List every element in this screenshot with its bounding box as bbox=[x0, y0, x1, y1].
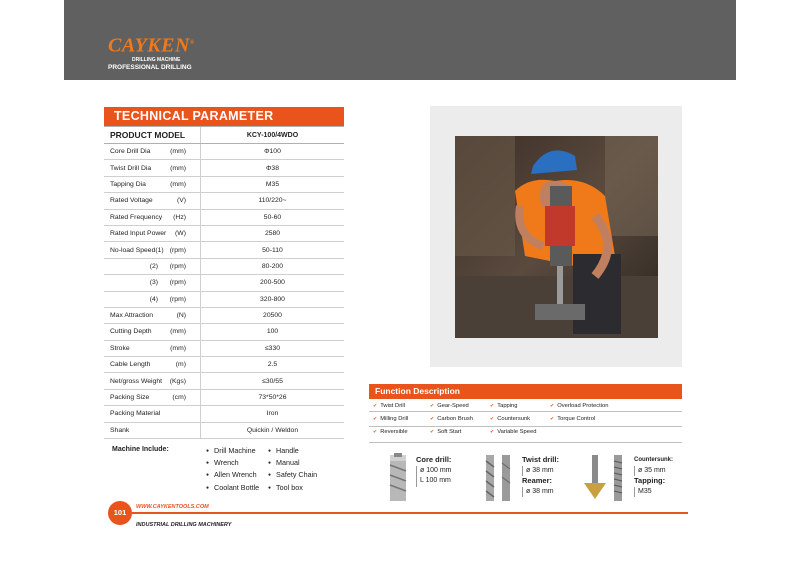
parameter-unit: (N) bbox=[176, 312, 186, 320]
worker-drilling-image bbox=[455, 136, 658, 338]
product-model-value: KCY-100/4WDO bbox=[200, 127, 344, 143]
machine-include-item: ● Tool box bbox=[268, 483, 338, 492]
parameter-value: Φ38 bbox=[200, 160, 344, 175]
parameter-label-cell bbox=[104, 423, 200, 438]
table-row bbox=[104, 242, 344, 258]
parameter-label: Shank bbox=[110, 426, 130, 434]
function-item: ✔ Reversible bbox=[373, 429, 430, 435]
table-row bbox=[104, 160, 344, 176]
core-drill-title: Core drill: bbox=[416, 455, 452, 464]
parameter-label: Rated Frequency bbox=[110, 213, 163, 221]
function-list bbox=[369, 403, 682, 435]
parameter-label-cell bbox=[104, 226, 200, 241]
table-row bbox=[104, 341, 344, 357]
parameter-label: Cable Length bbox=[110, 361, 151, 369]
product-photo-frame bbox=[430, 106, 682, 367]
logo-subtitle-1: DRILLING MACHINE bbox=[132, 56, 181, 63]
parameter-value: 110/220~ bbox=[200, 193, 344, 208]
parameter-label: (4) bbox=[149, 295, 158, 303]
machine-include-list bbox=[206, 446, 346, 492]
table-row bbox=[104, 406, 344, 422]
parameter-label: Net/gross Weight bbox=[110, 377, 163, 385]
countersunk-title: Countersunk: bbox=[634, 457, 673, 463]
parameter-unit: (Kgs) bbox=[169, 377, 186, 385]
parameter-unit: (mm) bbox=[170, 344, 186, 352]
parameter-label: Cutting Depth bbox=[110, 328, 152, 336]
table-row bbox=[104, 292, 344, 308]
function-item: ✔ Torque Control bbox=[550, 416, 680, 422]
machine-include-item: ● Handle bbox=[268, 446, 338, 455]
technical-parameter-table bbox=[104, 107, 344, 439]
parameter-label-cell bbox=[104, 210, 200, 225]
table-row bbox=[104, 373, 344, 389]
countersunk-spec bbox=[634, 455, 673, 497]
table-row bbox=[104, 308, 344, 324]
function-item: ✔ Countersunk bbox=[490, 416, 550, 422]
parameter-value: 100 bbox=[200, 324, 344, 339]
function-item: ✔ Twist Drill bbox=[373, 403, 430, 409]
parameter-unit: (mm) bbox=[170, 164, 186, 172]
parameter-label-cell bbox=[104, 324, 200, 339]
parameter-value: 73*50*26 bbox=[200, 390, 344, 405]
parameter-label: Rated Voltage bbox=[110, 197, 153, 205]
parameter-value: 2580 bbox=[200, 226, 344, 241]
parameter-label: Stroke bbox=[110, 344, 130, 352]
cayken-logo bbox=[108, 33, 195, 71]
tapping-size: M35 bbox=[634, 487, 673, 498]
parameter-label-cell bbox=[104, 144, 200, 159]
parameter-label-cell bbox=[104, 406, 200, 421]
function-divider-1 bbox=[369, 411, 682, 412]
parameter-value: 50-110 bbox=[200, 242, 344, 257]
parameter-value: 200-500 bbox=[200, 275, 344, 290]
parameter-unit: (rpm) bbox=[169, 279, 186, 287]
core-drill-dia: ø 100 mm bbox=[416, 466, 452, 477]
parameter-value: 80-200 bbox=[200, 259, 344, 274]
function-title: Function Description bbox=[369, 384, 682, 399]
parameter-unit: (rpm) bbox=[169, 246, 186, 254]
function-item: ✔ Tapping bbox=[490, 403, 550, 409]
parameter-label-cell bbox=[104, 259, 200, 274]
parameter-label: Packing Size bbox=[110, 394, 150, 402]
table-row bbox=[104, 177, 344, 193]
machine-include-item: ● Safety Chain bbox=[268, 470, 338, 479]
machine-include-item: ● Manual bbox=[268, 458, 338, 467]
header-bar bbox=[64, 0, 736, 80]
machine-include-item: ● Allen Wrench bbox=[206, 470, 268, 479]
machine-include-label: Machine Include: bbox=[112, 446, 169, 453]
parameter-value: 20500 bbox=[200, 308, 344, 323]
function-item: ✔ Overload Protection bbox=[550, 403, 680, 409]
parameter-label: Packing Material bbox=[110, 410, 161, 418]
parameter-label-cell bbox=[104, 341, 200, 356]
parameter-label-cell bbox=[104, 373, 200, 388]
parameter-value: ≤330 bbox=[200, 341, 344, 356]
parameter-unit: (cm) bbox=[172, 394, 186, 402]
footer-divider bbox=[132, 512, 688, 514]
parameter-label: Max Attraction bbox=[110, 312, 154, 320]
tapping-title: Tapping: bbox=[634, 476, 666, 485]
parameter-unit: (V) bbox=[176, 197, 186, 205]
parameter-value: 50-60 bbox=[200, 210, 344, 225]
parameter-unit: (rpm) bbox=[169, 262, 186, 270]
table-header-row bbox=[104, 126, 344, 144]
parameter-label-cell bbox=[104, 177, 200, 192]
machine-include-item: ● Coolant Bottle bbox=[206, 483, 268, 492]
table-row bbox=[104, 324, 344, 340]
twist-drill-dia: ø 38 mm bbox=[522, 466, 559, 477]
parameter-label-cell bbox=[104, 160, 200, 175]
parameter-unit: (Hz) bbox=[173, 213, 186, 221]
table-row bbox=[104, 144, 344, 160]
parameter-unit: (mm) bbox=[170, 328, 186, 336]
parameter-label-cell bbox=[104, 242, 200, 257]
parameter-label-cell bbox=[104, 308, 200, 323]
function-item: ✔ Milling Drill bbox=[373, 416, 430, 422]
table-row bbox=[104, 390, 344, 406]
parameter-value: 320-800 bbox=[200, 292, 344, 307]
table-row bbox=[104, 210, 344, 226]
parameter-value: 2.5 bbox=[200, 357, 344, 372]
table-row bbox=[104, 275, 344, 291]
core-drill-spec bbox=[416, 455, 452, 487]
table-row bbox=[104, 226, 344, 242]
countersunk-tap-icon bbox=[582, 453, 632, 503]
footer-subtitle: INDUSTRIAL DRILLING MACHINERY bbox=[136, 522, 232, 528]
parameter-unit: (mm) bbox=[170, 180, 186, 188]
countersunk-dia: ø 35 mm bbox=[634, 466, 673, 477]
footer-url: WWW.CAYKENTOOLS.COM bbox=[136, 504, 209, 510]
function-divider-2 bbox=[369, 426, 682, 427]
parameter-label: Tapping Dia bbox=[110, 180, 146, 188]
parameter-label: Core Drill Dia bbox=[110, 148, 151, 156]
reamer-title: Reamer: bbox=[522, 476, 553, 485]
function-item: ✔ Carbon Brush bbox=[430, 416, 490, 422]
twist-drill-title: Twist drill: bbox=[522, 455, 559, 464]
function-divider-3 bbox=[369, 442, 682, 443]
function-item: ✔ Gear-Speed bbox=[430, 403, 490, 409]
parameter-value: M35 bbox=[200, 177, 344, 192]
function-item: ✔ Soft Start bbox=[430, 429, 490, 435]
parameter-label: Twist Drill Dia bbox=[110, 164, 152, 172]
machine-include-item: ● Wrench bbox=[206, 458, 268, 467]
table-row bbox=[104, 259, 344, 275]
parameter-unit: (mm) bbox=[170, 148, 186, 156]
logo-subtitle-2: PROFESSIONAL DRILLING bbox=[108, 63, 192, 71]
product-photo bbox=[455, 136, 658, 338]
reamer-dia: ø 38 mm bbox=[522, 487, 559, 498]
parameter-label: (3) bbox=[149, 279, 158, 287]
parameter-label-cell bbox=[104, 193, 200, 208]
tools-section bbox=[376, 453, 682, 503]
table-row bbox=[104, 193, 344, 209]
parameter-value: ≤30/55 bbox=[200, 373, 344, 388]
parameter-label-cell bbox=[104, 390, 200, 405]
function-item: ✔ Variable Speed bbox=[490, 429, 550, 435]
twist-drill-spec bbox=[522, 455, 559, 497]
core-drill-icon bbox=[380, 453, 414, 503]
table-title: TECHNICAL PARAMETER bbox=[104, 107, 344, 126]
twist-drill-icon bbox=[480, 453, 520, 503]
parameter-label-cell bbox=[104, 357, 200, 372]
core-drill-length: L 100 mm bbox=[416, 476, 452, 487]
parameter-unit: (rpm) bbox=[169, 295, 186, 303]
parameter-unit: (m) bbox=[175, 361, 186, 369]
table-row bbox=[104, 357, 344, 373]
logo-word: CAYKEN® bbox=[108, 34, 195, 57]
parameter-value: Iron bbox=[200, 406, 344, 421]
parameter-label: No-load Speed(1) bbox=[110, 246, 164, 254]
product-model-label: PRODUCT MODEL bbox=[110, 130, 186, 140]
parameter-unit: (W) bbox=[175, 230, 186, 238]
function-description bbox=[369, 384, 682, 435]
parameter-label: Rated Input Power bbox=[110, 230, 167, 238]
parameter-value: Φ100 bbox=[200, 144, 344, 159]
parameter-label-cell bbox=[104, 275, 200, 290]
parameter-value: Quickin / Weldon bbox=[200, 423, 344, 438]
parameter-label: (2) bbox=[149, 262, 158, 270]
page-number: 101 bbox=[108, 501, 132, 525]
parameter-label-cell bbox=[104, 292, 200, 307]
machine-include-item: ● Drill Machine bbox=[206, 446, 268, 455]
table-row bbox=[104, 423, 344, 439]
